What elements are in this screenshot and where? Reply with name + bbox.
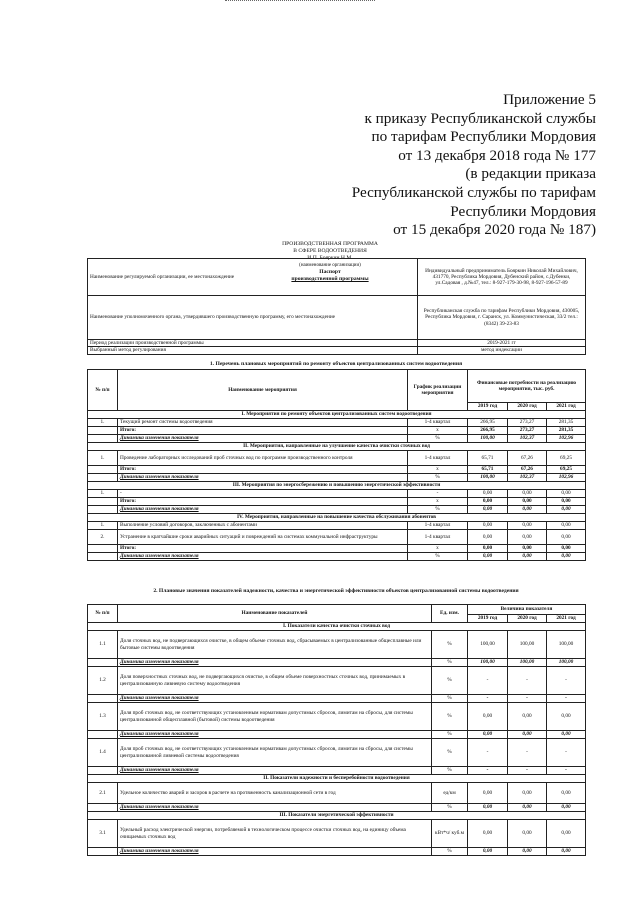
table-row [88, 667, 586, 695]
group-title-row [88, 775, 586, 783]
row-value: 100,00 [508, 659, 547, 667]
table-row [88, 739, 586, 767]
row-sched: х [408, 466, 468, 474]
row-name: Устранение в кратчайшие сроки аварийных ситуаций и повреждений на системах коммунальной инфраструктуры [118, 530, 408, 545]
row-num: 1. [88, 490, 118, 498]
passport-table [87, 258, 586, 355]
passport-label: Наименование регулируемой организации, ее местонахождение [88, 259, 418, 296]
row-name: Проведение лабораторных исследований проб сточных вод по программе производственного контроля [118, 451, 408, 466]
row-sched: % [408, 474, 468, 482]
col-finance-header: Финансовые потребности на реализацию мероприятия, тыс. руб. [468, 370, 586, 403]
row-value: 0,00 [508, 731, 547, 739]
row-name: Динамика изменения показателя [118, 659, 432, 667]
appendix-line: от 15 декабря 2020 года № 187) [393, 221, 596, 239]
row-name: Динамика изменения показателя [118, 848, 432, 856]
row-name: Доля сточных вод, не подвергающихся очистке, в общем объеме сточных вод, сбрасываемых в централизованные общесплавные или бытовые системы водоотведения [118, 631, 432, 659]
row-sched: 1-4 квартал [408, 419, 468, 427]
passport-subtitle: производственной программы [291, 276, 369, 282]
row-value: 0,00 [508, 506, 547, 514]
row-value: 0,00 [468, 783, 508, 804]
row-value: - [547, 739, 586, 767]
row-value: - [547, 767, 586, 775]
row-value: 0,00 [508, 804, 547, 812]
table-row [88, 631, 586, 659]
row-value: 100,00 [468, 435, 508, 443]
row-sched: 1-4 квартал [408, 530, 468, 545]
row-sched: х [408, 498, 468, 506]
passport-label: Наименование уполномоченного органа, утвердившего производственную программу, его местонахождение [88, 296, 418, 340]
repair-measures-body [88, 411, 586, 561]
row-value: 100,00 [547, 631, 586, 659]
group-title-row [88, 482, 586, 490]
row-num: 1. [88, 522, 118, 530]
repair-measures-table [87, 369, 586, 561]
group-title-row [88, 514, 586, 522]
row-value: 281,35 [547, 419, 586, 427]
dynamics-row [88, 659, 586, 667]
row-sched: % [408, 435, 468, 443]
appendix-line: от 13 декабря 2018 года № 177 [398, 146, 596, 164]
row-num: 1.4 [88, 739, 118, 767]
row-num [88, 545, 118, 553]
section1-title: 1. Перечень плановых мероприятий по ремонту объектов централизованных систем водоотведения [209, 361, 463, 367]
dynamics-row [88, 435, 586, 443]
row-value: 0,00 [547, 703, 586, 731]
row-num [88, 498, 118, 506]
row-value: 0,00 [547, 530, 586, 545]
row-name: Удельный расход электрической энергии, потребляемой в технологическом процессе очистки сточных вод, на единицу объема очищаемых сточных вод [118, 820, 432, 848]
row-value: 0,00 [508, 490, 547, 498]
dynamics-row [88, 506, 586, 514]
col-year-2021: 2021 год [547, 615, 586, 623]
table-header-row [88, 370, 586, 403]
row-name: - [118, 490, 408, 498]
total-row [88, 427, 586, 435]
row-value: 281,35 [547, 427, 586, 435]
row-value: 0,00 [547, 731, 586, 739]
row-value: 65,71 [468, 451, 508, 466]
row-unit: % [432, 695, 468, 703]
row-num [88, 695, 118, 703]
row-unit: % [432, 767, 468, 775]
appendix-line: Республиканской службы по тарифам [351, 183, 596, 201]
row-value: 0,00 [547, 498, 586, 506]
table-row [88, 703, 586, 731]
row-value: 102,37 [508, 435, 547, 443]
row-unit: кВт*ч/ куб.м [432, 820, 468, 848]
row-value: 0,00 [468, 490, 508, 498]
row-name: Динамика изменения показателя [118, 695, 432, 703]
row-value: 0,00 [468, 553, 508, 561]
row-value: 67,26 [508, 466, 547, 474]
row-value: - [468, 767, 508, 775]
appendix-line: (в редакции приказа [465, 165, 596, 183]
group-title: II. Мероприятия, направленные на улучшение качества очистки сточных вод [88, 443, 586, 451]
program-title-line1: ПРОИЗВОДСТВЕННАЯ ПРОГРАММА [282, 241, 378, 247]
row-num [88, 435, 118, 443]
col-num-header: № п/п [88, 605, 118, 623]
row-value: 0,00 [547, 490, 586, 498]
indicators-table [87, 604, 586, 856]
row-name: Доля проб сточных вод, не соответствующих установленным нормативам допустимых сбросов, лимитам на сбросы, для системы централизованной ливневой системы водоотведения [118, 739, 432, 767]
row-value: - [468, 739, 508, 767]
group-title: IV. Мероприятия, направленные на повышение качества обслуживания абонентов [88, 514, 586, 522]
row-value: 102,37 [508, 474, 547, 482]
group-title-row [88, 812, 586, 820]
dynamics-row [88, 767, 586, 775]
col-schedule-header: График реализации мероприятия [408, 370, 468, 411]
row-unit: % [432, 703, 468, 731]
row-name: Динамика изменения показателя [118, 731, 432, 739]
row-value: 102,96 [547, 435, 586, 443]
row-value: - [547, 695, 586, 703]
row-num [88, 767, 118, 775]
dynamics-row [88, 695, 586, 703]
row-value: 0,00 [547, 804, 586, 812]
row-num: 2. [88, 530, 118, 545]
col-year-2021: 2021 год [547, 403, 586, 411]
table-row [88, 530, 586, 545]
row-value: 0,00 [468, 820, 508, 848]
passport-row [88, 347, 586, 354]
section2-title: 2. Плановые значения показателей надежности, качества и энергетической эффективности объектов централизованной системы водоотведения [153, 588, 519, 594]
passport-label: Период реализации производственной программы [88, 340, 418, 347]
row-value: 0,00 [547, 506, 586, 514]
row-name: Доля поверхностных сточных вод, не подвергающихся очистке, в общем объеме поверхностных сточных вод, принимаемых в централизованную ливневую систему водоотведения [118, 667, 432, 695]
row-name: Динамика изменения показателя [118, 506, 408, 514]
row-num [88, 804, 118, 812]
row-value: 0,00 [468, 804, 508, 812]
row-unit: % [432, 848, 468, 856]
dynamics-row [88, 474, 586, 482]
row-value: 0,00 [508, 522, 547, 530]
group-title-row [88, 623, 586, 631]
passport-row [88, 340, 586, 347]
row-name: Динамика изменения показателя [118, 553, 408, 561]
row-unit: % [432, 667, 468, 695]
row-name: Итого: [118, 498, 408, 506]
row-sched: х [408, 427, 468, 435]
table-header-row [88, 605, 586, 615]
row-value: - [547, 667, 586, 695]
total-row [88, 466, 586, 474]
row-value: 0,00 [468, 848, 508, 856]
passport-label: Выбранный метод регулирования [88, 347, 418, 354]
group-title: I. Мероприятия по ремонту объектов централизованных систем водоотведения [88, 411, 586, 419]
passport-value: метод индексации [418, 347, 586, 354]
dynamics-row [88, 731, 586, 739]
row-value: - [508, 695, 547, 703]
row-value: 0,00 [547, 522, 586, 530]
row-value: 0,00 [468, 703, 508, 731]
row-value: 0,00 [468, 522, 508, 530]
row-name: Удельное количество аварий и засоров в расчете на протяженность канализационной сети в год [118, 783, 432, 804]
col-year-2020: 2020 год [508, 615, 547, 623]
row-value: 102,96 [547, 474, 586, 482]
row-value: 0,00 [547, 783, 586, 804]
row-unit: % [432, 631, 468, 659]
appendix-line: Республики Мордовия [450, 202, 596, 220]
row-sched: х [408, 545, 468, 553]
row-name: Итого: [118, 545, 408, 553]
row-value: 69,25 [547, 466, 586, 474]
table-row [88, 451, 586, 466]
row-value: 0,00 [468, 530, 508, 545]
row-name: Выполнение условий договоров, заключенных с абонентами [118, 522, 408, 530]
row-unit: % [432, 731, 468, 739]
row-num [88, 553, 118, 561]
col-unit-header: Ед. изм. [432, 605, 468, 623]
row-num [88, 474, 118, 482]
group-title-row [88, 443, 586, 451]
row-num [88, 659, 118, 667]
group-title: III. Мероприятия по энергосбережению и повышению энергетической эффективности [88, 482, 586, 490]
table-row [88, 490, 586, 498]
row-num: 1. [88, 419, 118, 427]
appendix-line: Приложение 5 [503, 91, 596, 108]
row-value: 0,00 [468, 731, 508, 739]
row-value: 0,00 [547, 848, 586, 856]
row-value: 100,00 [468, 631, 508, 659]
row-num [88, 427, 118, 435]
row-value: 100,00 [508, 631, 547, 659]
row-name: Динамика изменения показателя [118, 474, 408, 482]
row-value: 100,00 [468, 659, 508, 667]
total-row [88, 498, 586, 506]
program-org-caption: (наименование организации) [299, 263, 361, 268]
table-row [88, 783, 586, 804]
row-value: 266,95 [468, 419, 508, 427]
row-value: 273,27 [508, 427, 547, 435]
row-value: 0,00 [468, 545, 508, 553]
row-value: - [468, 667, 508, 695]
row-unit: % [432, 659, 468, 667]
passport-value: 2019-2021 гг [418, 340, 586, 347]
dynamics-row [88, 848, 586, 856]
row-value: 67,26 [508, 451, 547, 466]
group-title: II. Показатели надежности и бесперебойности водоотведения [88, 775, 586, 783]
table-row [88, 522, 586, 530]
col-year-2020: 2020 год [508, 403, 547, 411]
total-row [88, 545, 586, 553]
appendix-line: по тарифам Республики Мордовия [371, 128, 596, 146]
row-value: 0,00 [508, 545, 547, 553]
row-sched: % [408, 506, 468, 514]
col-name-header: Наименование мероприятия [118, 370, 408, 411]
row-value: 0,00 [468, 506, 508, 514]
row-value: 0,00 [508, 530, 547, 545]
row-name: Итого: [118, 466, 408, 474]
row-num: 3.1 [88, 820, 118, 848]
row-value: 0,00 [508, 498, 547, 506]
dynamics-row [88, 804, 586, 812]
row-value: 100,00 [547, 659, 586, 667]
appendix-header [306, 91, 596, 240]
row-unit: % [432, 739, 468, 767]
col-values-header: Величина показателя [468, 605, 586, 615]
row-value: 266,95 [468, 427, 508, 435]
col-year-2019: 2019 год [468, 615, 508, 623]
row-num [88, 506, 118, 514]
passport-row [88, 259, 586, 296]
row-name: Текущий ремонт системы водоотведения [118, 419, 408, 427]
appendix-line: к приказу Республиканской службы [364, 109, 596, 127]
col-year-2019: 2019 год [468, 403, 508, 411]
row-sched: 1-4 квартал [408, 451, 468, 466]
passport-value: Республиканская служба по тарифам Республики Мордовия, 430005, Республика Мордовия, г. Саранск, ул. Коммунистическая, 33/2 тел.: (8342) 39-23-83 [418, 296, 586, 340]
row-value: 69,25 [547, 451, 586, 466]
row-sched: - [408, 490, 468, 498]
row-value: - [508, 767, 547, 775]
row-num: 2.1 [88, 783, 118, 804]
row-value: 0,00 [508, 820, 547, 848]
passport-value: Индивидуальный предприниматель Бояркин Николай Михайлович, 431770, Республика Мордовия, Дубенский район, с.Дубенки, ул.Садовая , д.№47, тел.: 8-927-179-30-98, 8-927-196-57-89 [418, 259, 586, 296]
row-value: - [508, 667, 547, 695]
scan-artifact [225, 0, 375, 4]
table-row [88, 820, 586, 848]
row-name: Динамика изменения показателя [118, 435, 408, 443]
row-value: 0,00 [508, 783, 547, 804]
row-value: 273,27 [508, 419, 547, 427]
row-sched: % [408, 553, 468, 561]
col-num-header: № п/п [88, 370, 118, 411]
row-value: 65,71 [468, 466, 508, 474]
program-title-line2: В СФЕРЕ ВОДООТВЕДЕНИЯ [293, 248, 367, 254]
program-org: И.П. Бояркин Н.М. [307, 255, 353, 261]
row-value: 0,00 [508, 553, 547, 561]
row-num: 1.2 [88, 667, 118, 695]
row-name: Динамика изменения показателя [118, 804, 432, 812]
passport-title: Паспорт [319, 269, 341, 275]
row-name: Доля проб сточных вод, не соответствующих установленным нормативам допустимых сбросов, лимитам на сбросы, для системы централизованной общесплавной (бытовой) системы водоотведения [118, 703, 432, 731]
group-title: III. Показатели энергетической эффективности [88, 812, 586, 820]
row-value: 100,00 [468, 474, 508, 482]
row-num [88, 731, 118, 739]
row-sched: 1-4 квартал [408, 522, 468, 530]
row-value: - [508, 739, 547, 767]
row-value: - [468, 695, 508, 703]
row-unit: ед/км [432, 783, 468, 804]
row-num [88, 466, 118, 474]
row-value: 0,00 [508, 703, 547, 731]
dynamics-row [88, 553, 586, 561]
group-title-row [88, 411, 586, 419]
row-num: 1.1 [88, 631, 118, 659]
row-value: 0,00 [508, 848, 547, 856]
table-row [88, 419, 586, 427]
row-name: Итого: [118, 427, 408, 435]
row-num: 1.3 [88, 703, 118, 731]
row-unit: % [432, 804, 468, 812]
row-value: 0,00 [547, 553, 586, 561]
passport-row [88, 296, 586, 340]
indicators-body [88, 623, 586, 856]
row-value: 0,00 [468, 498, 508, 506]
row-value: 0,00 [547, 820, 586, 848]
group-title: I. Показатели качества очистки сточных вод [88, 623, 586, 631]
col-name-header: Наименование показателей [118, 605, 432, 623]
row-value: 0,00 [547, 545, 586, 553]
row-name: Динамика изменения показателя [118, 767, 432, 775]
row-num [88, 848, 118, 856]
row-num: 1. [88, 451, 118, 466]
